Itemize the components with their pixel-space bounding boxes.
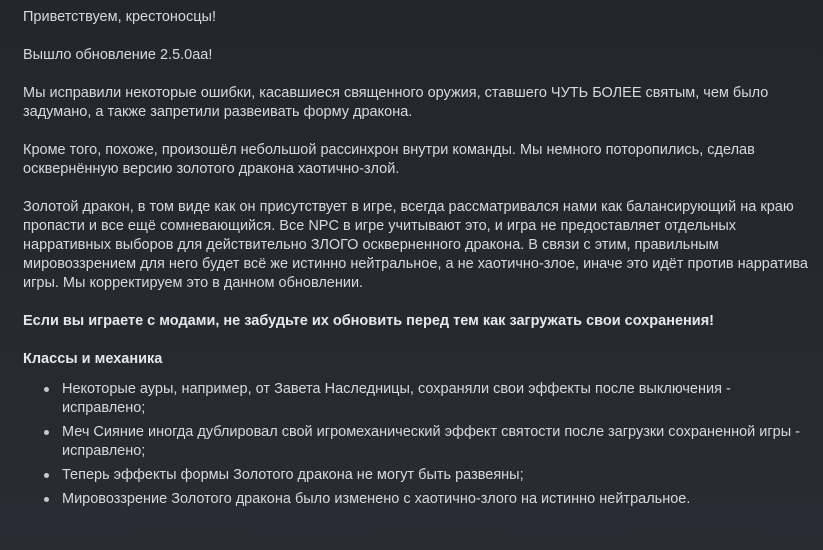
paragraph-team-desync: Кроме того, похоже, произошёл небольшой рассинхрон внутри команды. Мы немного поторопились, сделав осквернённую версию золотого дракона хаотично-злой. — [23, 142, 755, 177]
list-item: Мировоззрение Золотого дракона было изменено с хаотично-злого на истинно нейтральное. — [62, 490, 818, 509]
list-item: Меч Сияние иногда дублировал свой игромеханический эффект святости после загрузки сохраненной игры - исправлено; — [62, 423, 818, 461]
mods-warning-text: Если вы играете с модами, не забудьте их обновить перед тем как загружать свои сохранения! — [23, 313, 714, 329]
list-item: Теперь эффекты формы Золотого дракона не могут быть развеяны; — [62, 466, 818, 485]
greeting-text: Приветствуем, крестоносцы! — [23, 9, 216, 25]
section-heading-classes: Классы и механика — [23, 351, 163, 367]
changes-list — [23, 380, 818, 509]
list-item: Некоторые ауры, например, от Завета Наследницы, сохраняли свои эффекты после выключения - исправлено; — [62, 380, 818, 418]
paragraph-dragon-alignment: Золотой дракон, в том виде как он присутствует в игре, всегда рассматривался нами как балансирующий на краю пропасти и все ещё сомневающийся. Все NPC в игре учитывают это, и игра не предоставляет отдельных нарративных выборов для действительно ЗЛОГО оскверненного дракона. В связи с этим, правильным мировоззрением для него будет всё же истинно нейтральное, а не хаотично-злое, иначе это идёт против нарратива игры. Мы корректируем это в данном обновлении. — [23, 199, 808, 291]
paragraph-weapon-fixes: Мы исправили некоторые ошибки, касавшиеся священного оружия, ставшего ЧУТЬ БОЛЕЕ святым, чем было задумано, а также запретили развеивать форму дракона. — [23, 85, 769, 120]
update-version-text: Вышло обновление 2.5.0аа! — [23, 47, 213, 63]
